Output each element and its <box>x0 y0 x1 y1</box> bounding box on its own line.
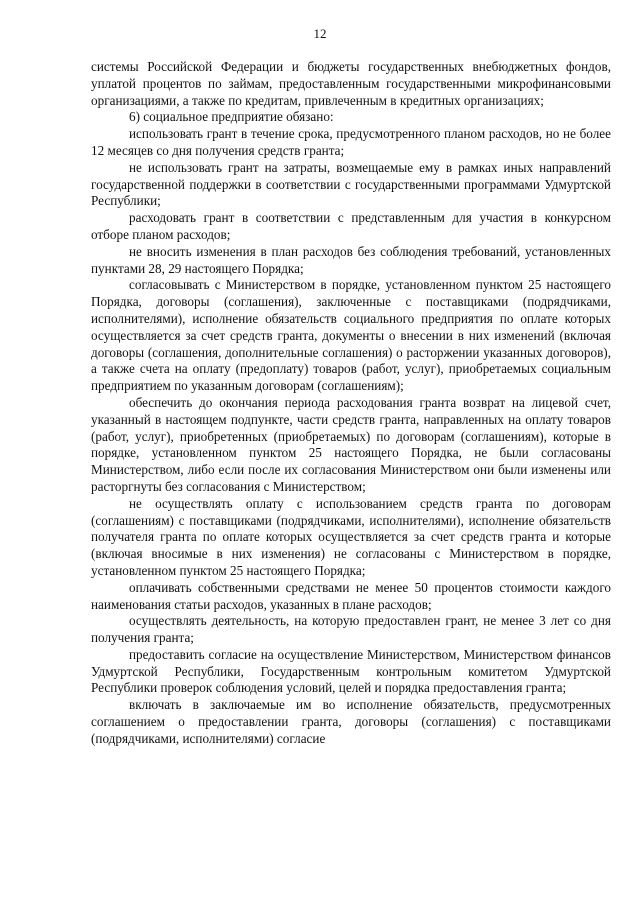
paragraph-no-plan-changes: не вносить изменения в план расходов без соблюдения требований, установленных пунктами 28, 29 настоящего Порядка; <box>91 243 611 276</box>
paragraph-activity-duration: осуществлять деятельность, на которую предоставлен грант, не менее 3 лет со дня получения гранта; <box>91 613 611 646</box>
page-number: 12 <box>313 26 327 41</box>
paragraph-agree-contracts: согласовывать с Министерством в порядке, установленном пунктом 25 настоящего Порядка, договоры (соглашения), заключенные с поставщиками (подрядчиками, исполнителями), исполнение обязательств социального предприятия по оплате которых осуществляется за счет средств гранта, документы о внесении в них изменений (включая договоры (соглашения, дополнительные соглашения) о расторжении указанных договоров), а также счета на оплату (предоплату) товаров (работ, услуг), приобретаемых социальным предприятием по указанным договорам (соглашениям); <box>91 277 611 394</box>
paragraph-include-consent: включать в заключаемые им во исполнение обязательств, предусмотренных соглашением о предоставлении гранта, договоры (соглашения) с поставщиками (подрядчиками, исполнителями) согласие <box>91 697 611 746</box>
paragraph-subpoint-6: 6) социальное предприятие обязано: <box>129 109 334 125</box>
paragraph-use-grant-term: использовать грант в течение срока, предусмотренного планом расходов, но не более 12 месяцев со дня получения средств гранта; <box>91 126 611 158</box>
document-body <box>91 59 611 748</box>
paragraph-no-unapproved-payments: не осуществлять оплату с использованием средств гранта по договорам (соглашениям) с поставщиками (подрядчиками, исполнителями), исполнение обязательств получателя гранта по оплате которых осуществляется за счет средств гранта и которые (включая вносимые в них изменения) не согласованы с Министерством в порядке, установленном пунктом 25 настоящего Порядка; <box>91 495 611 578</box>
paragraph-continuation: системы Российской Федерации и бюджеты государственных внебюджетных фондов, уплатой процентов по займам, предоставленным государственными микрофинансовыми организациями, а также по кредитам, привлеченным в кредитных организациях; <box>91 59 611 108</box>
paragraph-ensure-return: обеспечить до окончания периода расходования гранта возврат на лицевой счет, указанный в настоящем подпункте, части средств гранта, направленных на оплату товаров (работ, услуг), приобретенных (приобретаемых) по договорам (соглашениям), которые в порядке, установленном пунктом 25 настоящего Порядка, не были согласованы Министерством, либо если после их согласования Министерством они были изменены или расторгнуты без согласования с Министерством; <box>91 394 611 494</box>
paragraph-cofinancing: оплачивать собственными средствами не менее 50 процентов стоимости каждого наименования статьи расходов, указанных в плане расходов; <box>91 579 611 612</box>
paragraph-spend-per-plan: расходовать грант в соответствии с представленным для участия в конкурсном отборе планом расходов; <box>91 210 611 242</box>
paragraph-no-double-support: не использовать грант на затраты, возмещаемые ему в рамках иных направлений государственной поддержки в соответствии с государственными программами Удмуртской Республики; <box>91 159 611 209</box>
paragraph-consent-inspections: предоставить согласие на осуществление Министерством, Министерством финансов Удмуртской Республики, Государственным контрольным комитетом Удмуртской Республики проверок соблюдения условий, целей и порядка предоставления гранта; <box>91 646 611 696</box>
